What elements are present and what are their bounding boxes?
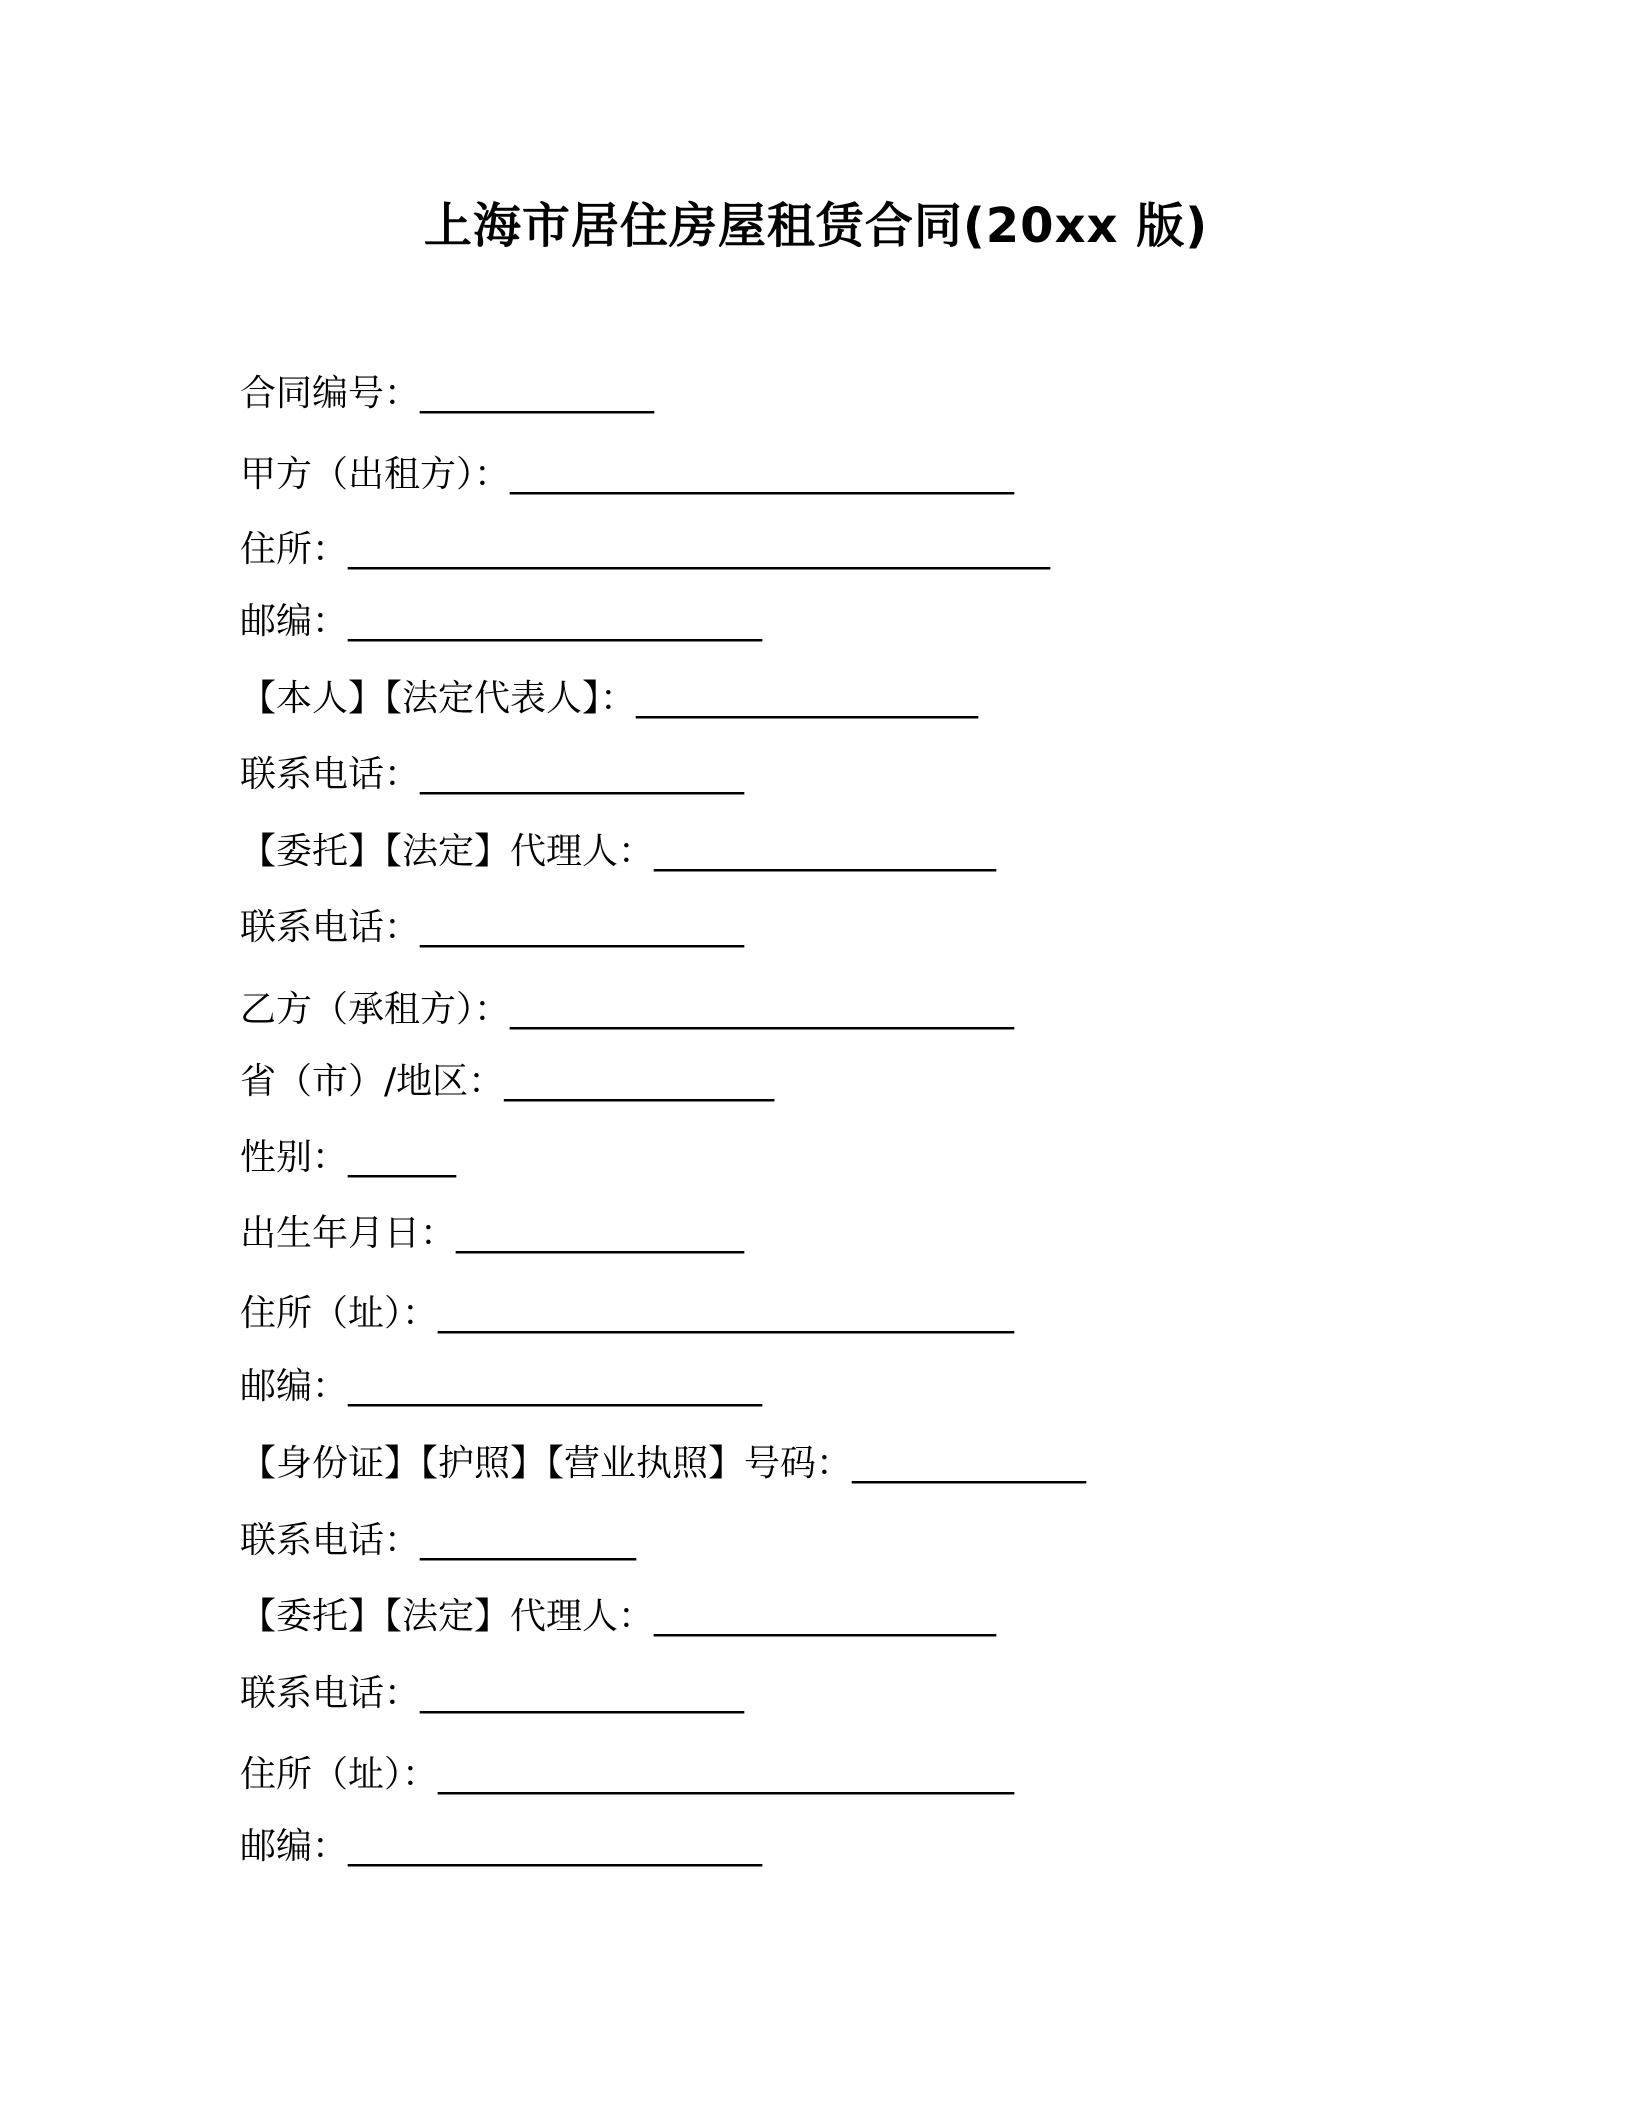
field-party-b-agent — [240, 1593, 996, 1641]
field-party-b-agent-phone — [240, 1670, 744, 1718]
field-blank: _____________ — [420, 373, 655, 414]
field-label: 邮编： — [240, 1366, 349, 1407]
field-label: 出生年月日： — [240, 1213, 457, 1254]
document-title: 上海市居住房屋租赁合同(20xx 版) — [423, 198, 1209, 254]
field-party-b — [240, 986, 1014, 1034]
field-party-b-agent-postcode — [240, 1823, 762, 1871]
field-blank: ____________________________ — [510, 454, 1015, 495]
field-label: 性别： — [240, 1137, 349, 1178]
field-blank: _____________ — [852, 1443, 1087, 1484]
field-label: 【本人】【法定代表人】： — [240, 678, 637, 719]
field-label: 乙方（承租方）： — [240, 989, 511, 1030]
field-blank: ________________________________ — [438, 1754, 1015, 1795]
field-label: 邮编： — [240, 601, 349, 642]
field-party-a-address — [240, 526, 1050, 574]
field-blank: ___________________ — [636, 678, 979, 719]
field-party-b-birthdate — [240, 1210, 744, 1258]
field-party-b-postcode — [240, 1363, 762, 1411]
field-blank: ___________________ — [654, 1596, 997, 1637]
field-blank: ______ — [348, 1137, 457, 1178]
field-party-b-phone — [240, 1517, 636, 1565]
field-party-a-representative — [240, 675, 978, 723]
field-party-b-id-number — [240, 1440, 1086, 1488]
field-blank: ________________ — [456, 1213, 745, 1254]
field-label: 【委托】【法定】代理人： — [240, 831, 655, 872]
field-party-b-region — [240, 1058, 774, 1106]
field-blank: _______________________________________ — [348, 529, 1051, 570]
field-label: 甲方（出租方）： — [240, 454, 511, 495]
field-blank: ____________ — [420, 1520, 637, 1561]
field-label: 联系电话： — [240, 907, 421, 948]
field-blank: __________________ — [420, 1673, 745, 1714]
field-blank: _______________________ — [348, 1366, 763, 1407]
field-blank: _______________ — [504, 1061, 775, 1102]
field-party-a-postcode — [240, 598, 762, 646]
field-label: 住所（址）： — [240, 1293, 439, 1334]
field-blank: __________________ — [420, 754, 745, 795]
field-blank: ___________________ — [654, 831, 997, 872]
field-label: 合同编号： — [240, 373, 421, 414]
field-label: 邮编： — [240, 1826, 349, 1867]
field-label: 【身份证】【护照】【营业执照】号码： — [240, 1443, 853, 1484]
field-contract-number — [240, 370, 654, 418]
field-label: 省（市）/地区： — [240, 1061, 505, 1102]
field-party-b-gender — [240, 1134, 456, 1182]
field-party-a — [240, 451, 1014, 499]
field-party-a-agent — [240, 828, 996, 876]
field-blank: _______________________ — [348, 601, 763, 642]
field-label: 联系电话： — [240, 1673, 421, 1714]
field-blank: ____________________________ — [510, 989, 1015, 1030]
field-blank: __________________ — [420, 907, 745, 948]
field-label: 联系电话： — [240, 754, 421, 795]
field-blank: _______________________ — [348, 1826, 763, 1867]
field-party-a-phone — [240, 751, 744, 799]
field-label: 住所（址）： — [240, 1754, 439, 1795]
field-party-b-agent-address — [240, 1751, 1014, 1799]
field-label: 住所： — [240, 529, 349, 570]
field-party-b-address — [240, 1290, 1014, 1338]
field-blank: ________________________________ — [438, 1293, 1015, 1334]
field-label: 【委托】【法定】代理人： — [240, 1596, 655, 1637]
field-party-a-agent-phone — [240, 904, 744, 952]
field-label: 联系电话： — [240, 1520, 421, 1561]
